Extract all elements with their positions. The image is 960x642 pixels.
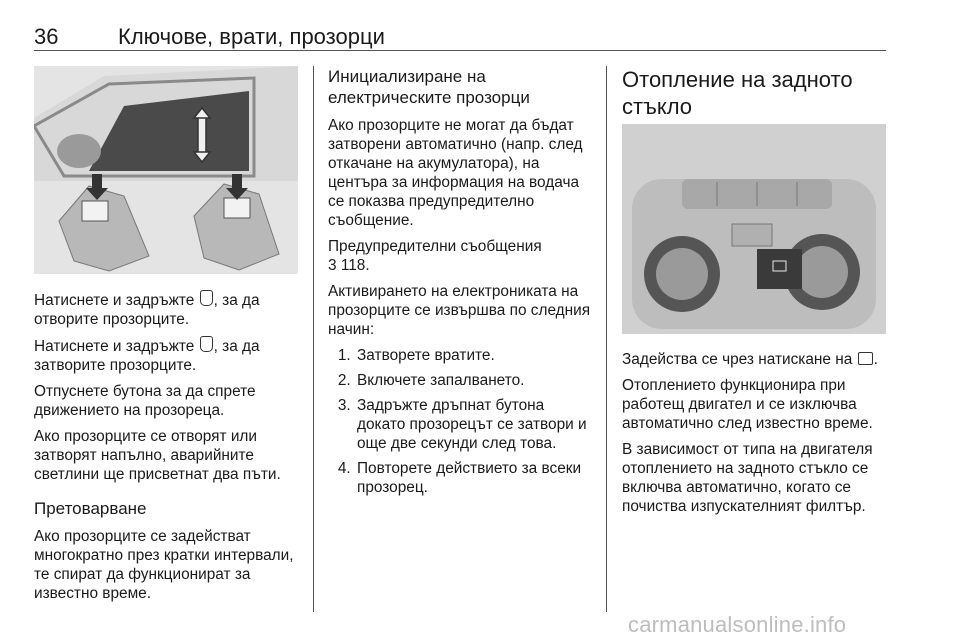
- step-item: 1. Затворете вратите.: [355, 346, 596, 365]
- paragraph-hazard: Ако прозорците се отворят или затворят напълно, аварийните светлини ще присветнат два пъти.: [34, 428, 281, 483]
- rear-window-heating-icon: [858, 352, 873, 365]
- rear-heating-heading: Отопление на задното стъкло: [622, 67, 853, 119]
- unlock-icon: [200, 290, 213, 306]
- page-title: Ключове, врати, прозорци: [118, 24, 385, 49]
- paragraph-activate: Задейства се чрез натискане на .: [622, 351, 878, 368]
- watermark: carmanualsonline.info: [628, 612, 847, 637]
- paragraph-overload: Ако прозорците се задействат многократно през кратки интервали, те спират да функционират за известно време.: [34, 528, 294, 602]
- step-item: 4. Повторете действието за всеки прозорец.: [355, 459, 596, 497]
- climate-panel-photo: [622, 124, 886, 334]
- column-2: [328, 66, 596, 503]
- step-item: 2. Включете запалването.: [355, 371, 596, 390]
- paragraph-warning-ref: Предупредителни съобщения 3 118.: [328, 238, 542, 274]
- window-key-drawing: [34, 66, 298, 274]
- page-number: 36: [34, 24, 59, 49]
- paragraph-engine-type: В зависимост от типа на двигателя отоплението на задното стъкло се включва автоматично, когато се почиства изпускателният филтър.: [622, 441, 873, 515]
- step-item: 3. Задръжте дръпнат бутона докато прозорецът се затвори и още две секунди след това.: [355, 396, 596, 453]
- column-1: [34, 290, 304, 610]
- steps-list: [328, 346, 596, 497]
- overload-heading: Претоварване: [34, 499, 147, 518]
- window-key-illustration: [34, 66, 298, 274]
- column-3-text: [622, 350, 888, 523]
- paragraph-open-windows: Натиснете и задръжте , за да отворите прозорците.: [34, 292, 260, 328]
- init-heading: Инициализиране на електрическите прозорци: [328, 67, 530, 107]
- page-header: [34, 20, 886, 52]
- paragraph-activation: Активирането на електрониката на прозорците се извършва по следния начин:: [328, 283, 591, 338]
- paragraph-heating-operation: Отоплението функционира при работещ двигател и се изключва автоматично след известно време.: [622, 377, 873, 432]
- climate-panel-drawing: [622, 124, 886, 334]
- column-divider-1: [313, 66, 314, 612]
- paragraph-init: Ако прозорците не могат да бъдат затворени автоматично (напр. след откачане на акумулатора), на центъра за информация на водача се показва предупредително съобщение.: [328, 117, 583, 229]
- header-rule: [34, 50, 886, 51]
- column-divider-2: [606, 66, 607, 612]
- paragraph-release: Отпуснете бутона за да спрете движението на прозореца.: [34, 383, 256, 419]
- lock-icon: [200, 336, 213, 352]
- paragraph-close-windows: Натиснете и задръжте , за да затворите прозорците.: [34, 338, 260, 374]
